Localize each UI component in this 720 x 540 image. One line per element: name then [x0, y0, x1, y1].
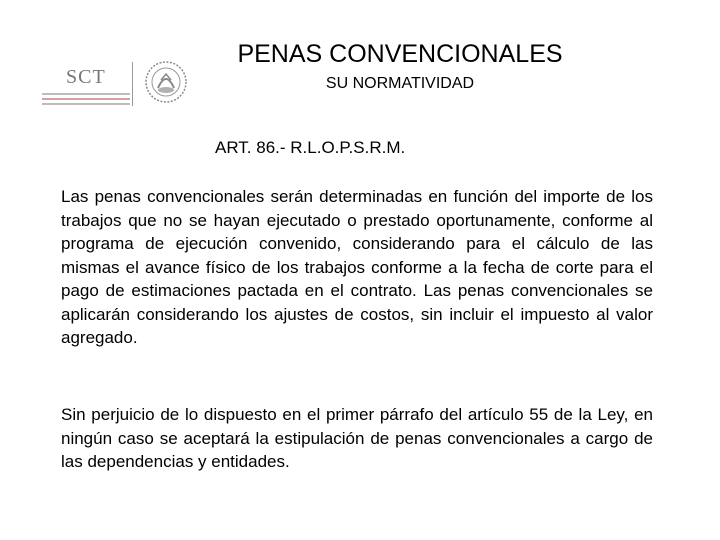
logo-divider [132, 62, 133, 106]
sct-logo [38, 58, 188, 110]
page-subtitle: SU NORMATIVIDAD [325, 75, 475, 92]
body-paragraph-2: Sin perjuicio de lo dispuesto en el primer párrafo del artículo 55 de la Ley, en ningún caso se aceptará la estipulación de penas convencionales a cargo de las dependencias y entidades. [61, 405, 653, 471]
national-seal-icon [144, 58, 188, 106]
page-title: PENAS CONVENCIONALES [237, 40, 563, 68]
body-paragraph-1: Las penas convencionales serán determinadas en función del importe de los trabajos que no se hayan ejecutado o prestado oportunamente, conforme al programa de ejecución convenido, considerando para el cálculo de las mismas el avance físico de los trabajos conforme a la fecha de corte para el pago de estimaciones pactada en el contrato. Las penas convencionales se aplicarán considerando los ajustes de costos, sin incluir el impuesto al valor agregado. [61, 187, 653, 347]
logo-text: SCT [66, 66, 106, 88]
logo-subtext-lines [42, 93, 130, 107]
article-heading: ART. 86.- R.L.O.P.S.R.M. [215, 138, 406, 157]
